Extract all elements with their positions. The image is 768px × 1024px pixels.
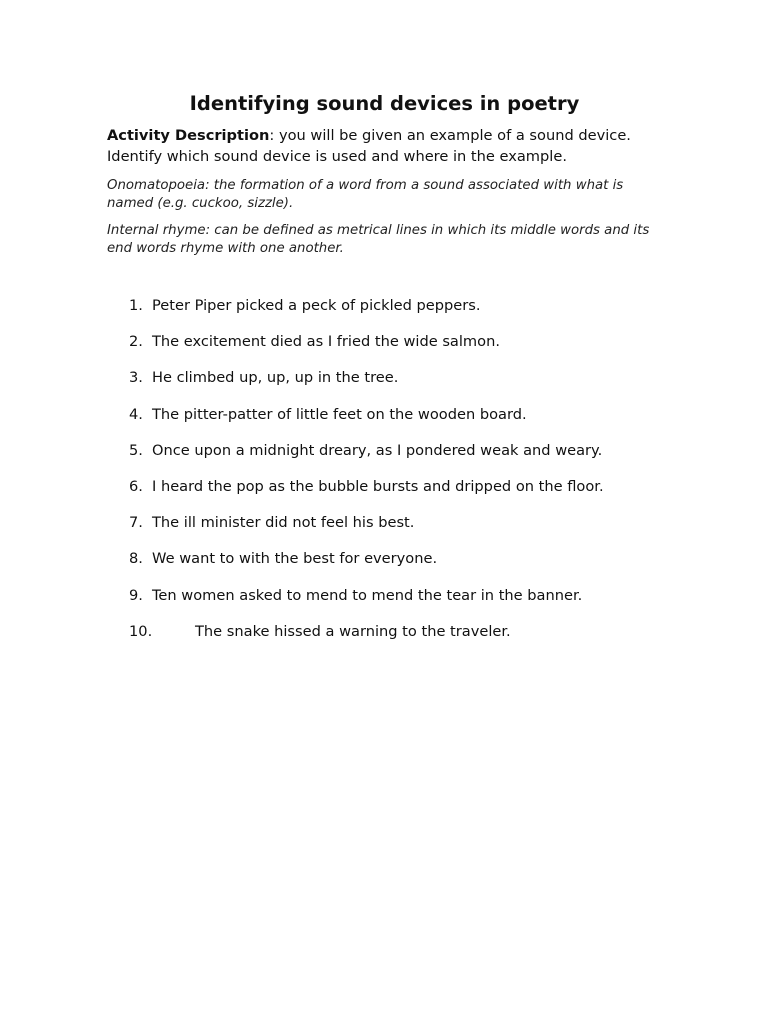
item-number: 6. (129, 477, 143, 495)
item-text: Ten women asked to mend to mend the tear in the banner. (152, 586, 583, 604)
item-number: 3. (129, 369, 143, 387)
item-text: We want to with the best for everyone. (152, 550, 438, 568)
item-number: 9. (129, 586, 143, 604)
item-text: The ill minister did not feel his best. (152, 514, 415, 532)
item-number: 7. (129, 514, 143, 532)
definition-internal-rhyme: Internal rhyme: can be defined as metrical lines in which its middle words and its end words rhyme with one another. (107, 223, 650, 256)
item-text: I heard the pop as the bubble bursts and dripped on the floor. (152, 477, 604, 495)
item-number: 10. (129, 622, 153, 640)
activity-label: Activity Description (107, 127, 270, 144)
item-number: 2. (129, 333, 143, 351)
definition-onomatopoeia: Onomatopoeia: the formation of a word from a sound associated with what is named (e.g. cuckoo, sizzle). (107, 178, 624, 211)
item-number: 5. (129, 441, 143, 459)
item-text: The excitement died as I fried the wide salmon. (152, 333, 500, 351)
page-title: Identifying sound devices in poetry (189, 92, 580, 115)
item-text: Peter Piper picked a peck of pickled peppers. (152, 297, 481, 314)
item-number: 8. (129, 550, 143, 568)
item-number: 4. (129, 405, 143, 423)
item-number: 1. (129, 297, 143, 314)
item-text: Once upon a midnight dreary, as I pondered weak and weary. (152, 441, 603, 459)
activity-text: : you will be given an example of a sound device. Identify which sound device is used and where in the example. (107, 127, 631, 165)
item-text: The snake hissed a warning to the traveler. (195, 622, 511, 640)
item-text: The pitter-patter of little feet on the wooden board. (152, 405, 527, 423)
activity-description (107, 126, 667, 167)
item-text: He climbed up, up, up in the tree. (152, 369, 399, 387)
